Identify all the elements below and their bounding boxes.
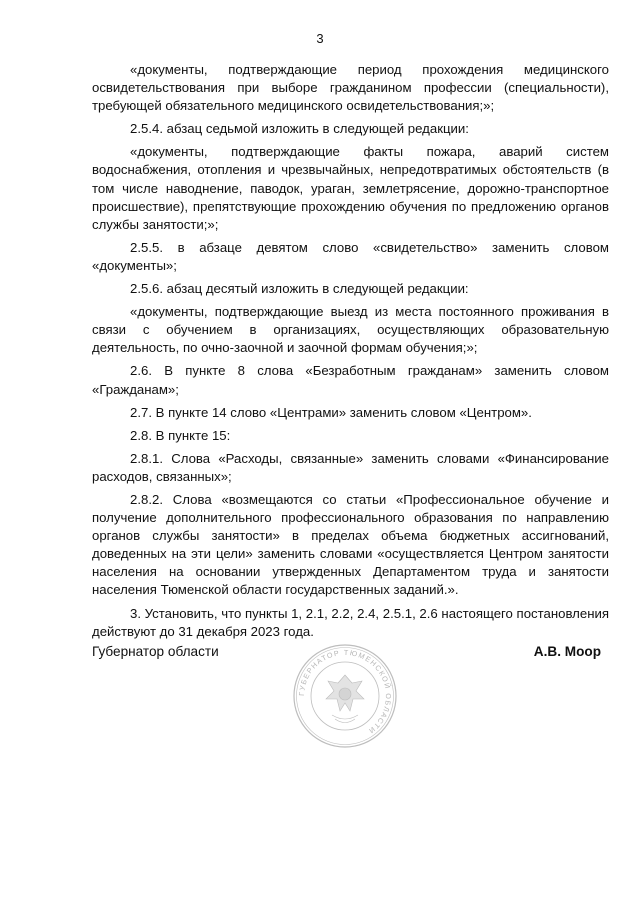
seal-ring-text: ГУБЕРНАТОР ТЮМЕНСКОЙ ОБЛАСТИ <box>296 647 394 736</box>
official-seal <box>290 641 400 751</box>
paragraph: 2.7. В пункте 14 слово «Центрами» заменить словом «Центром». <box>130 404 532 420</box>
paragraph: 2.6. В пункте 8 слова «Безработным гражданам» заменить словом «Гражданам»; <box>92 363 609 397</box>
paragraph: «документы, подтверждающие выезд из места постоянного проживания в связи с обучением в организациях, осуществляющих образовательную деятельность, по очно-заочной и заочной формам обучения;»; <box>92 304 609 356</box>
paragraph: 2.5.4. абзац седьмой изложить в следующей редакции: <box>130 121 469 137</box>
page-number: 3 <box>316 31 324 46</box>
document-body <box>92 61 609 646</box>
paragraph: 2.5.6. абзац десятый изложить в следующей редакции: <box>130 281 469 297</box>
paragraph: 2.8. В пункте 15: <box>130 427 231 443</box>
paragraph: 2.8.2. Слова «возмещаются со статьи «Профессиональное обучение и получение дополнительного профессионального образования по направлению органов службы занятости» в пределах объема бюджетных ассигнований, доведенных на эти цели» заменить словами «осуществляется Центром занятости населения на основании утвержденных Департаментом труда и занятости населения Тюменской области государственных заданий.». <box>92 491 609 598</box>
paragraph: «документы, подтверждающие период прохождения медицинского освидетельствования при выборе гражданином профессии (специальности), требующей обязательного медицинского освидетельствования;»; <box>92 62 609 114</box>
paragraph: «документы, подтверждающие факты пожара, аварий систем водоснабжения, отопления и чрезвычайных, непредотвратимых обстоятельств (в том числе наводнение, паводок, ураган, землетрясение, дорожно-транспортное происшествие), препятствующие прохождению обучения по предложению органов службы занятости;»; <box>92 144 609 232</box>
paragraph: 3. Установить, что пункты 1, 2.1, 2.2, 2.4, 2.5.1, 2.6 настоящего постановления действуют до 31 декабря 2023 года. <box>92 605 609 639</box>
signatory-title: Губернатор области <box>92 644 219 659</box>
paragraph: 2.5.5. в абзаце девятом слово «свидетельство» заменить словом «документы»; <box>92 239 609 273</box>
signatory-name: А.В. Моор <box>533 644 601 659</box>
paragraph: 2.8.1. Слова «Расходы, связанные» заменить словами «Финансирование расходов, связанных»; <box>92 450 609 484</box>
